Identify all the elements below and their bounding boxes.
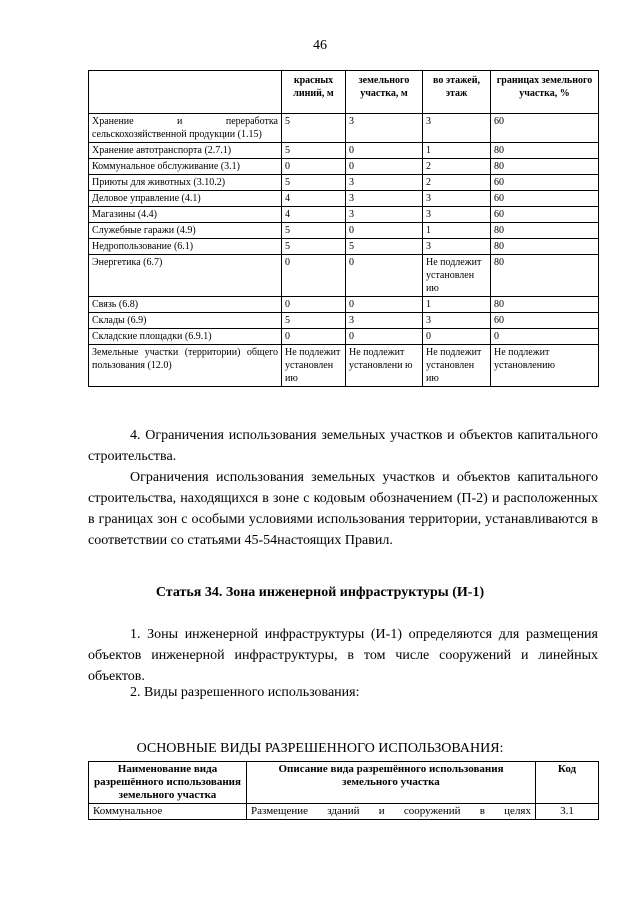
article-paragraph-1: 1. Зоны инженерной инфраструктуры (И-1) определяются для размещения объектов инженерной инфраструктуры, в том числе сооружений и линейных объектов. bbox=[88, 627, 598, 684]
header-cell: границах земельного участка, % bbox=[491, 71, 599, 114]
parameter-cell: Не подлежит установлению bbox=[491, 345, 599, 387]
use-type-cell: Земельные участки (территории) общего пользования (12.0) bbox=[89, 345, 282, 387]
section-4-text: Ограничения использования земельных участков и объектов капитального строительства, находящихся в зоне с кодовым обозначением (П-2) и расположенных в границах зон с особыми условиями использования территории, устанавливаются в соответствии со статьями 45-54настоящих Правил. bbox=[88, 470, 598, 548]
parameter-cell: 3 bbox=[346, 207, 423, 223]
header-cell bbox=[89, 71, 282, 114]
parameter-cell: 3 bbox=[346, 175, 423, 191]
use-type-cell: Хранение и переработка сельскохозяйственной продукции (1.15) bbox=[89, 114, 282, 143]
parameter-cell: 3 bbox=[423, 207, 491, 223]
table-row bbox=[89, 143, 599, 159]
parameter-cell: 0 bbox=[346, 223, 423, 239]
parameter-cell: 0 bbox=[346, 159, 423, 175]
header-cell: Код bbox=[536, 762, 599, 804]
header-cell: Наименование вида разрешённого использования земельного участка bbox=[89, 762, 247, 804]
parameter-cell: 3 bbox=[346, 313, 423, 329]
parameter-cell: 5 bbox=[282, 223, 346, 239]
permitted-uses-table bbox=[88, 761, 599, 820]
parameter-cell: 3 bbox=[346, 114, 423, 143]
use-description-cell: Размещение зданий и сооружений в целях bbox=[247, 804, 536, 820]
table-row bbox=[89, 191, 599, 207]
zone-parameters-table bbox=[88, 70, 599, 387]
parameter-cell: 0 bbox=[282, 159, 346, 175]
parameter-cell: 0 bbox=[282, 255, 346, 297]
section-4-title: 4. Ограничения использования земельных участков и объектов капитального строительства. bbox=[88, 428, 598, 464]
header-cell: красных линий, м bbox=[282, 71, 346, 114]
parameter-cell: 80 bbox=[491, 255, 599, 297]
parameter-cell: Не подлежит установлен ию bbox=[282, 345, 346, 387]
parameter-cell: 5 bbox=[282, 313, 346, 329]
header-cell: Описание вида разрешённого использования земельного участка bbox=[247, 762, 536, 804]
page-number: 46 bbox=[313, 38, 327, 53]
parameter-cell: 60 bbox=[491, 313, 599, 329]
parameter-cell: 3 bbox=[423, 313, 491, 329]
article-paragraph-2: 2. Виды разрешенного использования: bbox=[130, 685, 360, 700]
parameter-cell: Не подлежит установлен ию bbox=[423, 345, 491, 387]
parameter-cell: 60 bbox=[491, 207, 599, 223]
parameter-cell: 80 bbox=[491, 223, 599, 239]
use-type-cell: Энергетика (6.7) bbox=[89, 255, 282, 297]
parameter-cell: Не подлежит установлен ию bbox=[423, 255, 491, 297]
parameter-cell: 3 bbox=[423, 191, 491, 207]
use-type-cell: Магазины (4.4) bbox=[89, 207, 282, 223]
use-type-cell: Склады (6.9) bbox=[89, 313, 282, 329]
table-header-row bbox=[89, 762, 599, 804]
table-row bbox=[89, 159, 599, 175]
header-cell: во этажей, этаж bbox=[423, 71, 491, 114]
parameter-cell: 3 bbox=[346, 191, 423, 207]
table-row bbox=[89, 223, 599, 239]
parameter-cell: 80 bbox=[491, 297, 599, 313]
parameter-cell: 5 bbox=[282, 239, 346, 255]
parameter-cell: 0 bbox=[491, 329, 599, 345]
parameter-cell: 1 bbox=[423, 297, 491, 313]
table-row bbox=[89, 207, 599, 223]
table-row bbox=[89, 345, 599, 387]
table-row bbox=[89, 313, 599, 329]
table-row bbox=[89, 239, 599, 255]
parameter-cell: 0 bbox=[346, 297, 423, 313]
parameter-cell: 1 bbox=[423, 223, 491, 239]
table-row bbox=[89, 329, 599, 345]
use-name-cell: Коммунальное bbox=[89, 804, 247, 820]
table-row bbox=[89, 804, 599, 820]
table-row bbox=[89, 255, 599, 297]
parameter-cell: 5 bbox=[282, 114, 346, 143]
parameter-cell: 2 bbox=[423, 159, 491, 175]
parameter-cell: 4 bbox=[282, 191, 346, 207]
parameter-cell: 2 bbox=[423, 175, 491, 191]
parameter-cell: 80 bbox=[491, 143, 599, 159]
parameter-cell: Не подлежит установлени ю bbox=[346, 345, 423, 387]
use-type-cell: Деловое управление (4.1) bbox=[89, 191, 282, 207]
use-type-cell: Коммунальное обслуживание (3.1) bbox=[89, 159, 282, 175]
table-header-row bbox=[89, 71, 599, 114]
table-row bbox=[89, 297, 599, 313]
parameter-cell: 1 bbox=[423, 143, 491, 159]
parameter-cell: 4 bbox=[282, 207, 346, 223]
use-type-cell: Складские площадки (6.9.1) bbox=[89, 329, 282, 345]
parameter-cell: 0 bbox=[282, 329, 346, 345]
use-type-cell: Приюты для животных (3.10.2) bbox=[89, 175, 282, 191]
parameter-cell: 0 bbox=[346, 329, 423, 345]
use-code-cell: 3.1 bbox=[536, 804, 599, 820]
parameter-cell: 0 bbox=[346, 255, 423, 297]
header-cell: земельного участка, м bbox=[346, 71, 423, 114]
parameter-cell: 60 bbox=[491, 191, 599, 207]
parameter-cell: 0 bbox=[423, 329, 491, 345]
parameter-cell: 60 bbox=[491, 175, 599, 191]
use-type-cell: Связь (6.8) bbox=[89, 297, 282, 313]
parameter-cell: 80 bbox=[491, 239, 599, 255]
parameter-cell: 5 bbox=[282, 175, 346, 191]
parameter-cell: 0 bbox=[282, 297, 346, 313]
table-row bbox=[89, 114, 599, 143]
table-caption: ОСНОВНЫЕ ВИДЫ РАЗРЕШЕННОГО ИСПОЛЬЗОВАНИЯ: bbox=[136, 741, 504, 756]
use-type-cell: Недропользование (6.1) bbox=[89, 239, 282, 255]
use-type-cell: Служебные гаражи (4.9) bbox=[89, 223, 282, 239]
parameter-cell: 5 bbox=[346, 239, 423, 255]
use-type-cell: Хранение автотранспорта (2.7.1) bbox=[89, 143, 282, 159]
parameter-cell: 3 bbox=[423, 239, 491, 255]
parameter-cell: 80 bbox=[491, 159, 599, 175]
parameter-cell: 0 bbox=[346, 143, 423, 159]
parameter-cell: 3 bbox=[423, 114, 491, 143]
parameter-cell: 5 bbox=[282, 143, 346, 159]
parameter-cell: 60 bbox=[491, 114, 599, 143]
table-row bbox=[89, 175, 599, 191]
article-heading: Статья 34. Зона инженерной инфраструктуры (И-1) bbox=[155, 585, 485, 600]
